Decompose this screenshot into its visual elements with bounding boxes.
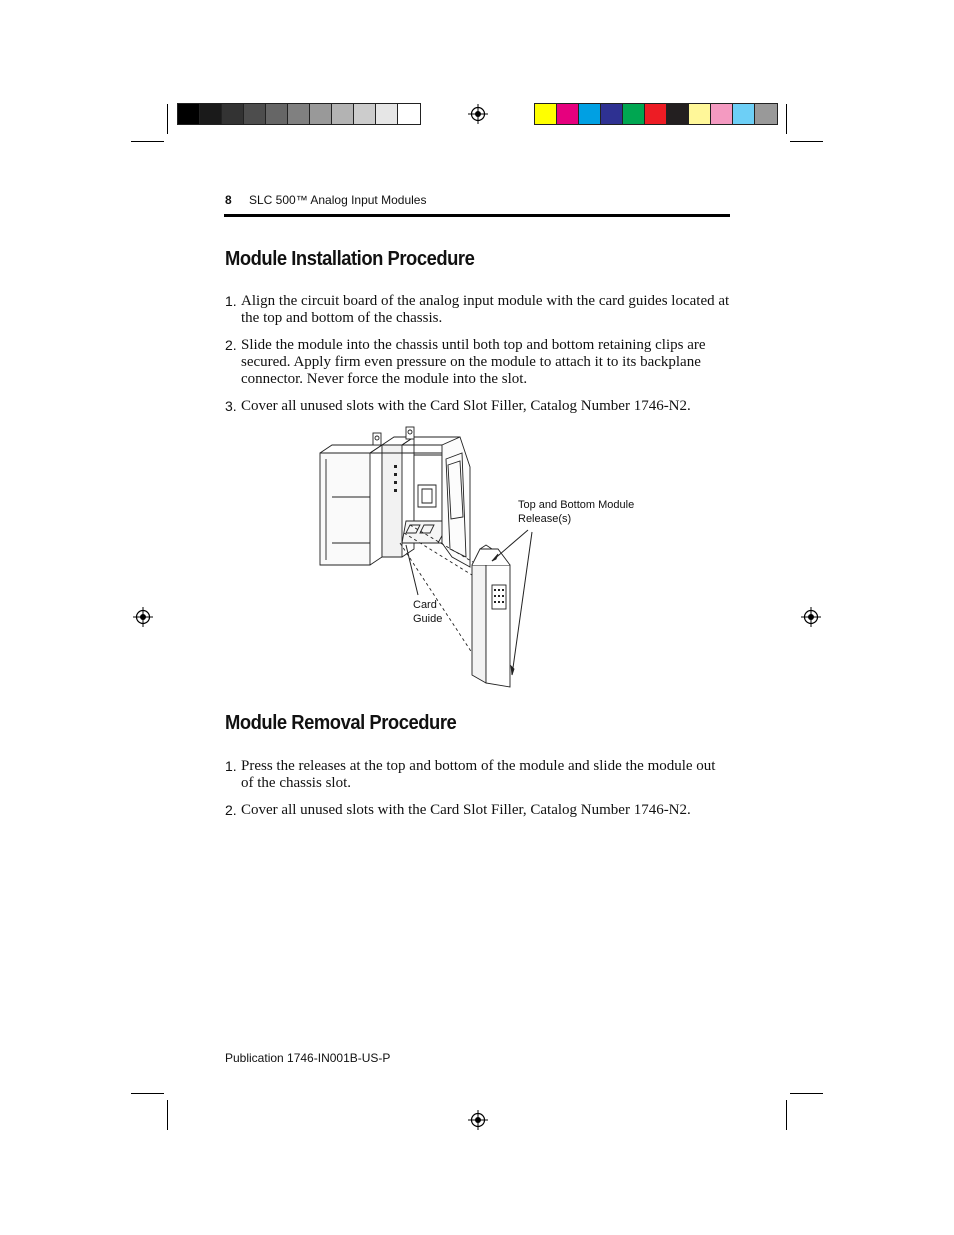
color-swatch (733, 104, 755, 124)
installation-steps (225, 293, 730, 425)
color-swatch (244, 104, 266, 124)
card-guide-callout-label: Card Guide (413, 599, 443, 625)
color-swatch (601, 104, 623, 124)
header-rule (224, 214, 730, 217)
installation-heading: Module Installation Procedure (225, 248, 475, 270)
process-color-bar (534, 103, 778, 125)
crop-mark-top-right-h (790, 141, 823, 142)
color-swatch (755, 104, 777, 124)
module-installation-illustration (310, 425, 640, 690)
list-item: 3. Cover all unused slots with the Card Slot Filler, Catalog Number 1746-N2. (225, 398, 691, 414)
color-swatch (711, 104, 733, 124)
color-swatch (354, 104, 376, 124)
grayscale-color-bar (177, 103, 421, 125)
crop-mark-bottom-right-h (790, 1093, 823, 1094)
color-swatch (689, 104, 711, 124)
registration-mark-icon (133, 607, 153, 627)
registration-mark-icon (801, 607, 821, 627)
release-callout-label: Top and Bottom Module Release(s) (518, 499, 635, 525)
registration-mark-icon (468, 104, 488, 124)
running-title: SLC 500™ Analog Input Modules (249, 193, 427, 207)
crop-mark-top-left-v (167, 104, 168, 134)
registration-mark-icon (468, 1110, 488, 1130)
color-swatch (623, 104, 645, 124)
removal-heading: Module Removal Procedure (225, 712, 457, 734)
color-swatch (398, 104, 420, 124)
running-header (225, 193, 426, 207)
color-swatch (178, 104, 200, 124)
color-swatch (332, 104, 354, 124)
removal-steps (225, 758, 730, 829)
color-swatch (266, 104, 288, 124)
color-swatch (579, 104, 601, 124)
color-swatch (667, 104, 689, 124)
color-swatch (310, 104, 332, 124)
crop-mark-top-right-v (786, 104, 787, 134)
color-swatch (222, 104, 244, 124)
crop-mark-bottom-right-v (786, 1100, 787, 1130)
crop-mark-bottom-left-v (167, 1100, 168, 1130)
list-item: 2. Cover all unused slots with the Card Slot Filler, Catalog Number 1746-N2. (225, 802, 691, 818)
color-swatch (288, 104, 310, 124)
color-swatch (557, 104, 579, 124)
color-swatch (535, 104, 557, 124)
color-swatch (200, 104, 222, 124)
color-swatch (645, 104, 667, 124)
list-item: 2. Slide the module into the chassis until both top and bottom retaining clips are secured. Apply firm even pressure on the module to attach it to its backplane connector. Never force the module into the slot. (225, 337, 706, 387)
publication-footer: Publication 1746-IN001B-US-P (225, 1051, 391, 1065)
list-item: 1. Align the circuit board of the analog input module with the card guides located at the top and bottom of the chassis. (225, 293, 730, 326)
color-swatch (376, 104, 398, 124)
page-number: 8 (225, 193, 232, 207)
crop-mark-top-left-h (131, 141, 164, 142)
list-item: 1. Press the releases at the top and bottom of the module and slide the module out of the chassis slot. (225, 758, 716, 791)
crop-mark-bottom-left-h (131, 1093, 164, 1094)
